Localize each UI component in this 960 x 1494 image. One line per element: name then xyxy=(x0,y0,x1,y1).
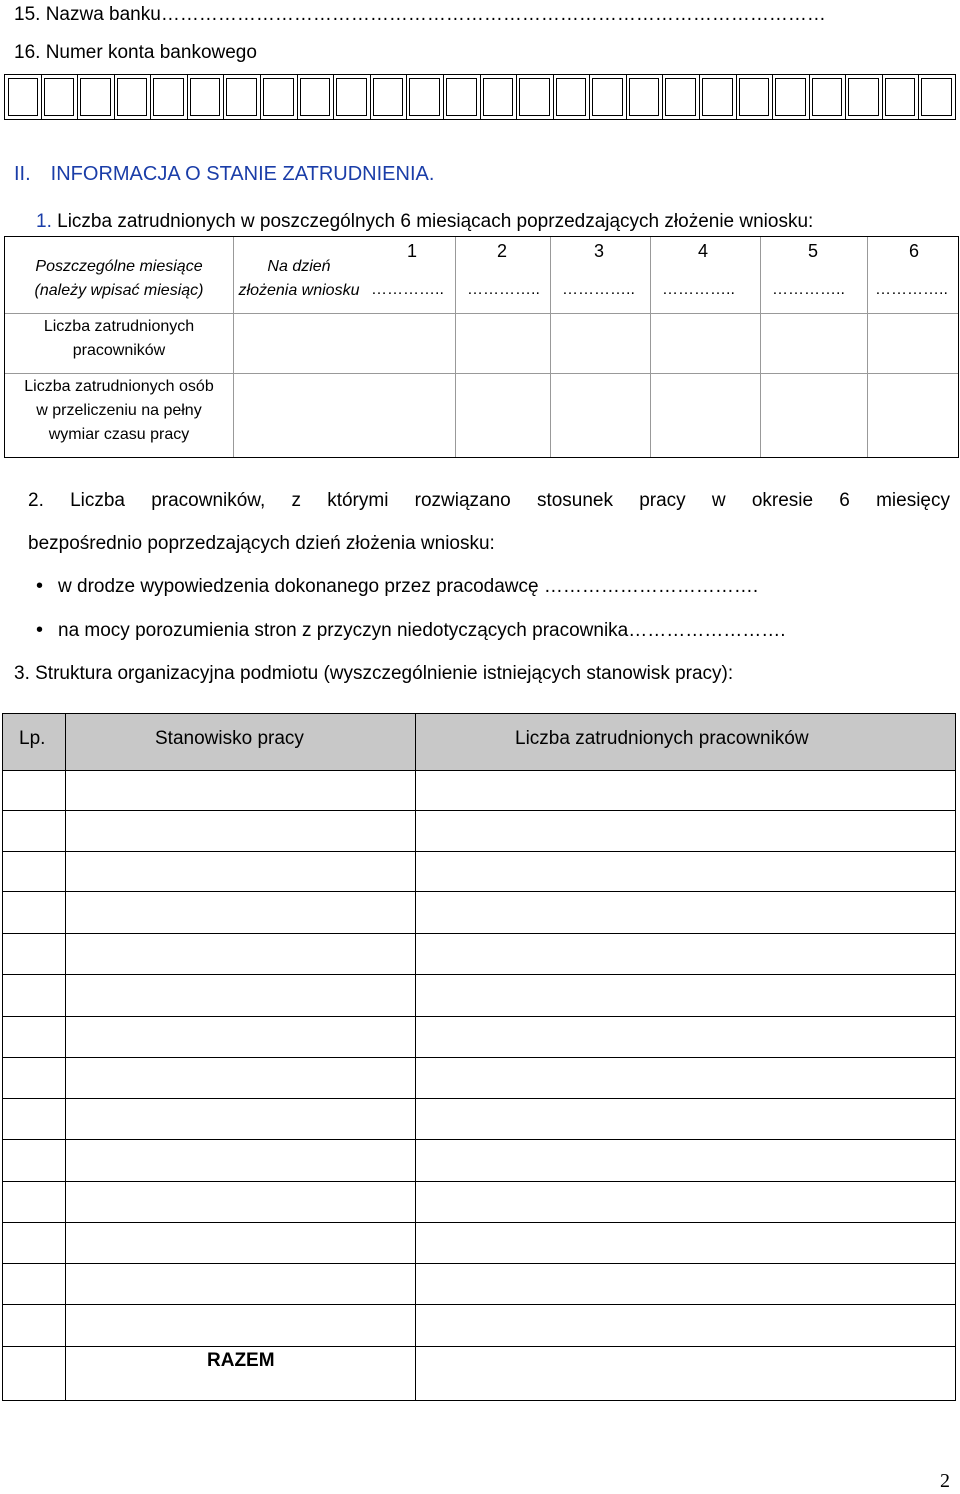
digit-box[interactable] xyxy=(187,75,224,119)
digit-box[interactable] xyxy=(5,75,41,119)
question-2-line2: bezpośrednio poprzedzających dzień złożenia wniosku: xyxy=(28,533,495,554)
row-label: pracowników xyxy=(72,342,166,359)
bullet-dismissal-field[interactable]: • w drodze wypowiedzenia dokonanego przez pracodawcę ……………………………. xyxy=(58,576,758,598)
question-2-line1: 2. Liczba pracowników, z którymi rozwiązano stosunek pracy w okresie 6 miesięcy xyxy=(28,490,950,511)
row-label: Liczba zatrudnionych xyxy=(43,318,195,335)
digit-box[interactable] xyxy=(77,75,114,119)
digit-box[interactable] xyxy=(297,75,334,119)
row-label: wymiar czasu pracy xyxy=(48,426,190,443)
section-heading xyxy=(14,163,434,186)
row-label: w przeliczeniu na pełny xyxy=(36,402,202,419)
date-header-2: złożenia wniosku xyxy=(238,282,360,299)
question-3: 3. Struktura organizacyjna podmiotu (wyszczególnienie istniejących stanowisk pracy): xyxy=(14,663,734,684)
question-1-number: 1. xyxy=(36,211,52,232)
month-field[interactable]: ………….. xyxy=(772,281,845,298)
month-number: 3 xyxy=(594,241,605,261)
digit-box[interactable] xyxy=(845,75,882,119)
month-field[interactable]: ………….. xyxy=(662,281,735,298)
section-title: INFORMACJA O STANIE ZATRUDNIENIA. xyxy=(50,163,435,185)
digit-box[interactable] xyxy=(223,75,260,119)
table-header xyxy=(3,714,955,770)
month-number: 2 xyxy=(497,241,508,261)
digit-box[interactable] xyxy=(370,75,407,119)
employment-table xyxy=(4,236,959,458)
digit-box[interactable] xyxy=(809,75,846,119)
digit-box[interactable] xyxy=(736,75,773,119)
date-header: Na dzień xyxy=(267,258,331,275)
month-field[interactable]: ………….. xyxy=(562,281,635,298)
digit-box[interactable] xyxy=(516,75,553,119)
digit-box[interactable] xyxy=(882,75,919,119)
month-field[interactable]: ………….. xyxy=(875,281,948,298)
digit-box[interactable] xyxy=(589,75,626,119)
months-header-note: (należy wpisać miesiąc) xyxy=(34,282,204,299)
month-field[interactable]: ………….. xyxy=(371,281,444,298)
digit-box[interactable] xyxy=(443,75,480,119)
month-field[interactable]: ………….. xyxy=(467,281,540,298)
page-number: 2 xyxy=(940,1470,950,1492)
column-position: Stanowisko pracy xyxy=(155,728,304,749)
total-label: RAZEM xyxy=(207,1350,275,1371)
digit-box[interactable] xyxy=(553,75,590,119)
digit-box[interactable] xyxy=(480,75,517,119)
month-number: 1 xyxy=(407,241,418,261)
digit-box[interactable] xyxy=(662,75,699,119)
digit-box[interactable] xyxy=(699,75,736,119)
digit-box[interactable] xyxy=(333,75,370,119)
digit-box[interactable] xyxy=(260,75,297,119)
month-number: 6 xyxy=(909,241,920,261)
digit-box[interactable] xyxy=(918,75,955,119)
digit-box[interactable] xyxy=(150,75,187,119)
positions-table xyxy=(2,713,956,1401)
question-1 xyxy=(36,211,813,233)
column-lp: Lp. xyxy=(19,728,46,749)
row-label: Liczba zatrudnionych osób xyxy=(24,378,214,395)
bank-name-field[interactable]: 15. Nazwa banku…………………………………………………………………………………………… xyxy=(14,4,826,25)
digit-box[interactable] xyxy=(114,75,151,119)
month-number: 5 xyxy=(808,241,819,261)
months-header: Poszczególne miesiące xyxy=(35,258,203,275)
month-number: 4 xyxy=(698,241,709,261)
account-number-label: 16. Numer konta bankowego xyxy=(14,42,257,63)
digit-box[interactable] xyxy=(626,75,663,119)
account-number-boxes[interactable] xyxy=(4,74,956,120)
digit-box[interactable] xyxy=(772,75,809,119)
section-number: II. xyxy=(14,163,31,185)
question-1-text: Liczba zatrudnionych w poszczególnych 6 miesiącach poprzedzających złożenie wniosku: xyxy=(57,211,814,232)
bullet-agreement-field[interactable]: • na mocy porozumienia stron z przyczyn niedotyczących pracownika……………………. xyxy=(58,620,786,642)
column-count: Liczba zatrudnionych pracowników xyxy=(515,728,809,749)
digit-box[interactable] xyxy=(41,75,78,119)
digit-box[interactable] xyxy=(406,75,443,119)
